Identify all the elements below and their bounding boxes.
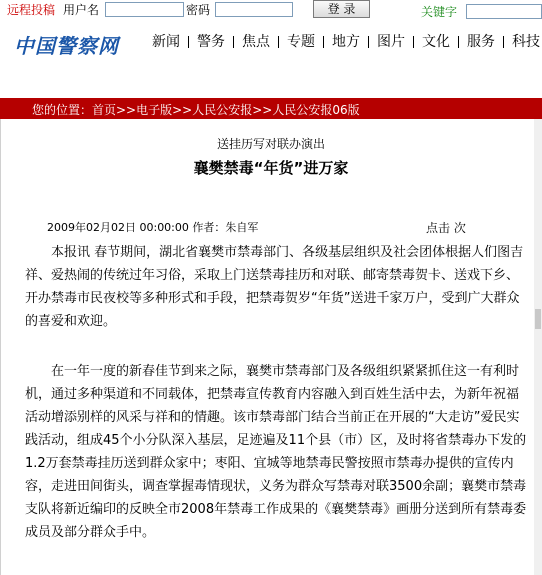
nav-item-focus[interactable]: 焦点 xyxy=(242,34,270,50)
article-title: 襄樊禁毒“年货”进万家 xyxy=(193,159,349,177)
article-subtitle: 送挂历写对联办演出 xyxy=(216,137,325,151)
password-label: 密码 xyxy=(186,3,211,17)
keyword-search-input[interactable] xyxy=(466,4,542,19)
nav-item-technology[interactable]: 科技 xyxy=(512,34,540,50)
nav-divider xyxy=(368,36,369,48)
login-button[interactable]: 登 录 xyxy=(313,0,370,18)
nav-divider xyxy=(278,36,279,48)
nav-divider xyxy=(233,36,234,48)
nav-item-culture[interactable]: 文化 xyxy=(422,34,450,50)
article-paragraph: 本报讯 春节期间，湖北省襄樊市禁毒部门、各级基层组织及社会团体根据人们图吉祥、爱热闹的传统过年习俗，采取上门送禁毒挂历和对联、邮寄禁毒贺卡、送戏下乡、开办禁毒市民夜校等多种形式和手段，把禁毒贺岁“年货”送进千家万户，受到广大群众的喜爱和欢迎。 xyxy=(25,245,524,329)
keyword-label: 关键字 xyxy=(421,5,458,19)
scrollbar-thumb[interactable] xyxy=(535,309,541,329)
top-login-bar xyxy=(0,0,542,20)
nav-item-local[interactable]: 地方 xyxy=(332,34,360,50)
nav-item-photos[interactable]: 图片 xyxy=(377,34,405,50)
remote-submit-link[interactable]: 远程投稿 xyxy=(7,3,56,17)
article-paragraph: 在一年一度的新春佳节到来之际，襄樊市禁毒部门及各级组织紧紧抓住这一有利时机，通过多种渠道和不同载体，把禁毒宣传教育内容融入到百姓生活中去，为新年祝福活动增添别样的风采与祥和的情趣。该市禁毒部门结合当前正在开展的“大走访”爱民实践活动，组成45个小分队深入基层，足迹遍及11个县（市）区，及时将省禁毒办下发的1.2万套禁毒挂历送到群众家中；枣阳、宜城等地禁毒民警按照市禁毒办提供的宣传内容，走进田间街头，调查掌握毒情现状，义务为群众写禁毒对联3500余副；襄樊市禁毒支队将新近编印的反映全市2008年禁毒工作成果的《襄樊禁毒》画册分送到所有禁毒委成员及部分群众手中。 xyxy=(25,364,527,540)
click-count: 点击 次 xyxy=(426,221,466,235)
password-input[interactable] xyxy=(215,2,293,17)
main-nav xyxy=(148,31,542,51)
breadcrumb[interactable]: 您的位置：首页>>电子版>>人民公安报>>人民公安报06版 xyxy=(32,103,360,117)
nav-divider xyxy=(413,36,414,48)
username-input[interactable] xyxy=(105,2,184,17)
nav-item-topics[interactable]: 专题 xyxy=(287,34,315,50)
nav-divider xyxy=(458,36,459,48)
site-logo[interactable]: 中国警察网 xyxy=(14,34,119,58)
nav-divider xyxy=(323,36,324,48)
scrollbar[interactable] xyxy=(534,119,542,575)
nav-item-services[interactable]: 服务 xyxy=(467,34,495,50)
nav-divider xyxy=(503,36,504,48)
nav-item-news[interactable]: 新闻 xyxy=(152,34,180,50)
username-label: 用户名 xyxy=(63,3,100,17)
nav-divider xyxy=(188,36,189,48)
article-meta: 2009年02月02日 00:00:00 作者：朱自军 xyxy=(47,221,259,234)
nav-item-police-affairs[interactable]: 警务 xyxy=(197,34,225,50)
breadcrumb-bar xyxy=(0,98,542,119)
